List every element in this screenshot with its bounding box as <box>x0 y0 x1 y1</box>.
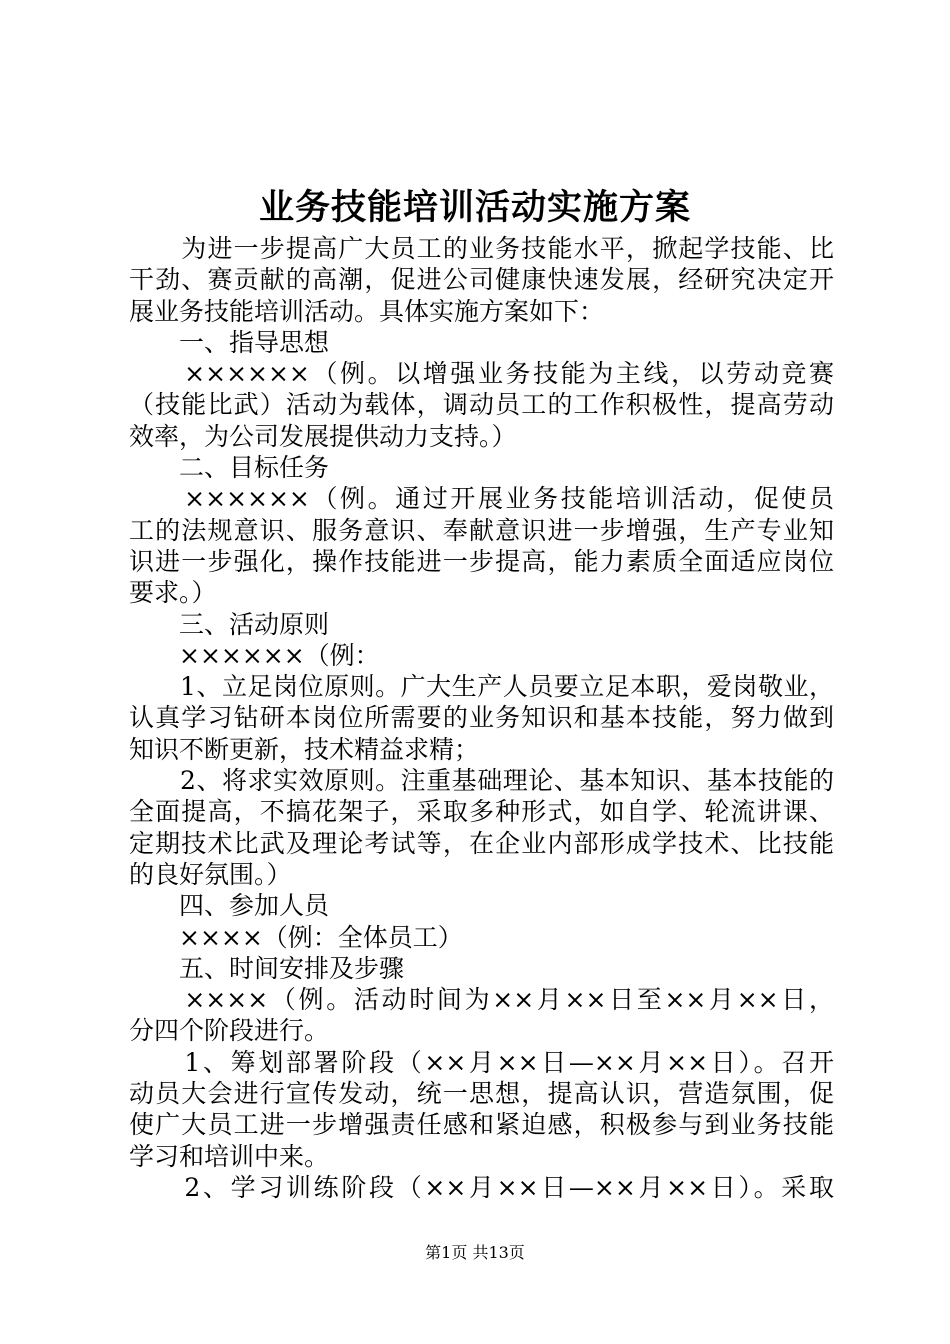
body-line: ××××（例：全体员工） <box>129 922 463 952</box>
body-line: 定期技术比武及理论考试等，在企业内部形成学技术、比技能 <box>129 828 834 858</box>
body-line: 动员大会进行宣传发动，统一思想，提高认识，营造氛围，促 <box>129 1079 834 1109</box>
body-line: 工的法规意识、服务意识、奉献意识进一步增强，生产专业知 <box>129 515 834 545</box>
body-line: ××××（例。活动时间为××月××日至××月××日， <box>129 985 834 1015</box>
body-line: 识进一步强化，操作技能进一步提高，能力素质全面适应岗位 <box>129 546 834 576</box>
page-footer: 第1页 共13页 <box>425 1243 525 1262</box>
body-line: 二、目标任务 <box>129 453 330 483</box>
body-line: 的良好氛围。） <box>129 859 292 889</box>
body-line: 1、立足岗位原则。广大生产人员要立足本职，爱岗敬业， <box>129 672 834 702</box>
body-line: 2、将求实效原则。注重基础理论、基本知识、基本技能的 <box>129 766 834 796</box>
body-line: 分四个阶段进行。 <box>129 1016 330 1046</box>
body-line: 知识不断更新，技术精益求精； <box>129 734 480 764</box>
body-line: 2、学习训练阶段（××月××日—××月××日）。采取 <box>129 1172 834 1202</box>
body-line: ××××××（例。通过开展业务技能培训活动，促使员 <box>129 484 834 514</box>
body-line: ××××××（例。以增强业务技能为主线，以劳动竞赛 <box>129 359 834 389</box>
document-body <box>129 233 834 1203</box>
document-title: 业务技能培训活动实施方案 <box>258 187 691 228</box>
body-line: 效率，为公司发展提供动力支持。） <box>129 421 517 451</box>
body-line: 全面提高，不搞花架子，采取多种形式，如自学、轮流讲课、 <box>129 797 834 827</box>
body-line: 要求。） <box>129 578 217 608</box>
body-line: 学习和培训中来。 <box>129 1141 330 1171</box>
body-line: 五、时间安排及步骤 <box>129 953 405 983</box>
body-line: 一、指导思想 <box>129 327 330 357</box>
body-line: ××××××（例： <box>129 640 380 670</box>
body-line: 认真学习钻研本岗位所需要的业务知识和基本技能，努力做到 <box>129 703 834 733</box>
body-line: 展业务技能培训活动。具体实施方案如下： <box>129 296 605 326</box>
body-line: 三、活动原则 <box>129 609 330 639</box>
body-line: 1、筹划部署阶段（××月××日—××月××日）。召开 <box>129 1047 834 1077</box>
body-line: 使广大员工进一步增强责任感和紧迫感，积极参与到业务技能 <box>129 1110 834 1140</box>
body-line: 为进一步提高广大员工的业务技能水平，掀起学技能、比 <box>129 234 834 263</box>
body-line: 干劲、赛贡献的高潮，促进公司健康快速发展，经研究决定开 <box>129 265 834 295</box>
body-line: 四、参加人员 <box>129 891 330 921</box>
body-line: （技能比武）活动为载体，调动员工的工作积极性，提高劳动 <box>129 390 834 420</box>
